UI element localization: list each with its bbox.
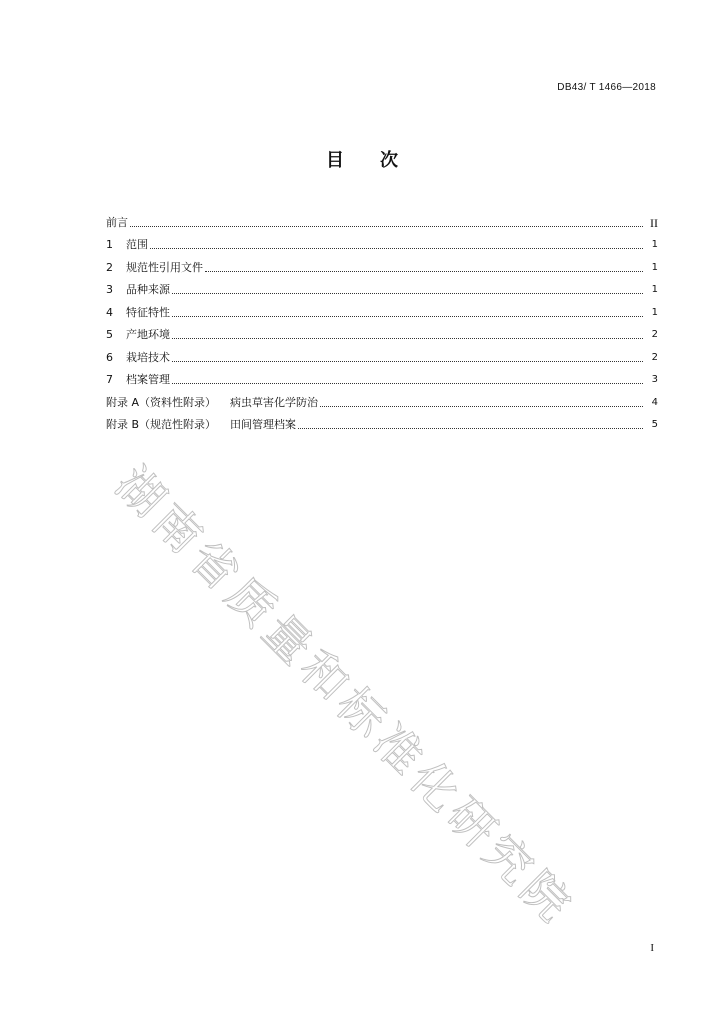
toc-label: 7 档案管理	[106, 373, 170, 386]
page-title	[0, 146, 724, 172]
dot-leader	[298, 427, 643, 429]
title-char-1: 目	[326, 150, 344, 171]
toc-label: 2 规范性引用文件	[106, 260, 203, 274]
dot-leader	[172, 292, 643, 294]
title-char-2: 次	[380, 150, 398, 171]
toc-row-appendix-a[interactable]	[106, 387, 658, 410]
toc-row-7[interactable]	[106, 365, 658, 388]
dot-leader	[172, 315, 643, 317]
toc-label: 前言	[106, 215, 128, 229]
toc-page-number: 4	[651, 396, 658, 408]
watermark: 湖南省质量和标准化研究院	[105, 456, 585, 936]
toc-page-number: 1	[651, 239, 658, 250]
dot-leader	[172, 382, 643, 384]
toc-row-5[interactable]	[106, 320, 658, 343]
toc-row-1[interactable]	[106, 230, 658, 253]
toc-page-number: II	[650, 215, 658, 230]
toc-label: 3 品种来源	[106, 283, 170, 296]
toc-label: 1 范围	[106, 238, 148, 251]
toc-label: 4 特征特性	[106, 305, 170, 319]
toc-row-3[interactable]	[106, 275, 658, 298]
dot-leader	[130, 225, 643, 227]
toc-page-number: 2	[651, 329, 658, 340]
toc-row-appendix-b[interactable]	[106, 410, 658, 433]
toc-page-number: 1	[651, 306, 658, 318]
dot-leader	[205, 270, 643, 272]
toc-page-number: 3	[651, 374, 658, 385]
dot-leader	[172, 360, 643, 362]
footer-page-number: I	[650, 942, 654, 954]
table-of-contents	[106, 207, 658, 432]
toc-page-number: 5	[651, 419, 658, 430]
toc-label: 附录 B（规范性附录） 田间管理档案	[106, 418, 297, 431]
toc-row-preface[interactable]	[106, 207, 658, 230]
toc-label: 6 栽培技术	[106, 350, 170, 364]
dot-leader	[172, 337, 643, 339]
dot-leader	[150, 247, 643, 249]
toc-page-number: 2	[651, 351, 658, 363]
toc-page-number: 1	[651, 284, 658, 295]
document-code: DB43/ T 1466—2018	[557, 82, 656, 93]
toc-label: 附录 A（资料性附录） 病虫草害化学防治	[106, 395, 319, 409]
toc-page-number: 1	[651, 261, 658, 273]
toc-label: 5 产地环境	[106, 328, 170, 341]
toc-row-6[interactable]	[106, 342, 658, 365]
dot-leader	[320, 405, 643, 407]
toc-row-2[interactable]	[106, 252, 658, 275]
toc-row-4[interactable]	[106, 297, 658, 320]
